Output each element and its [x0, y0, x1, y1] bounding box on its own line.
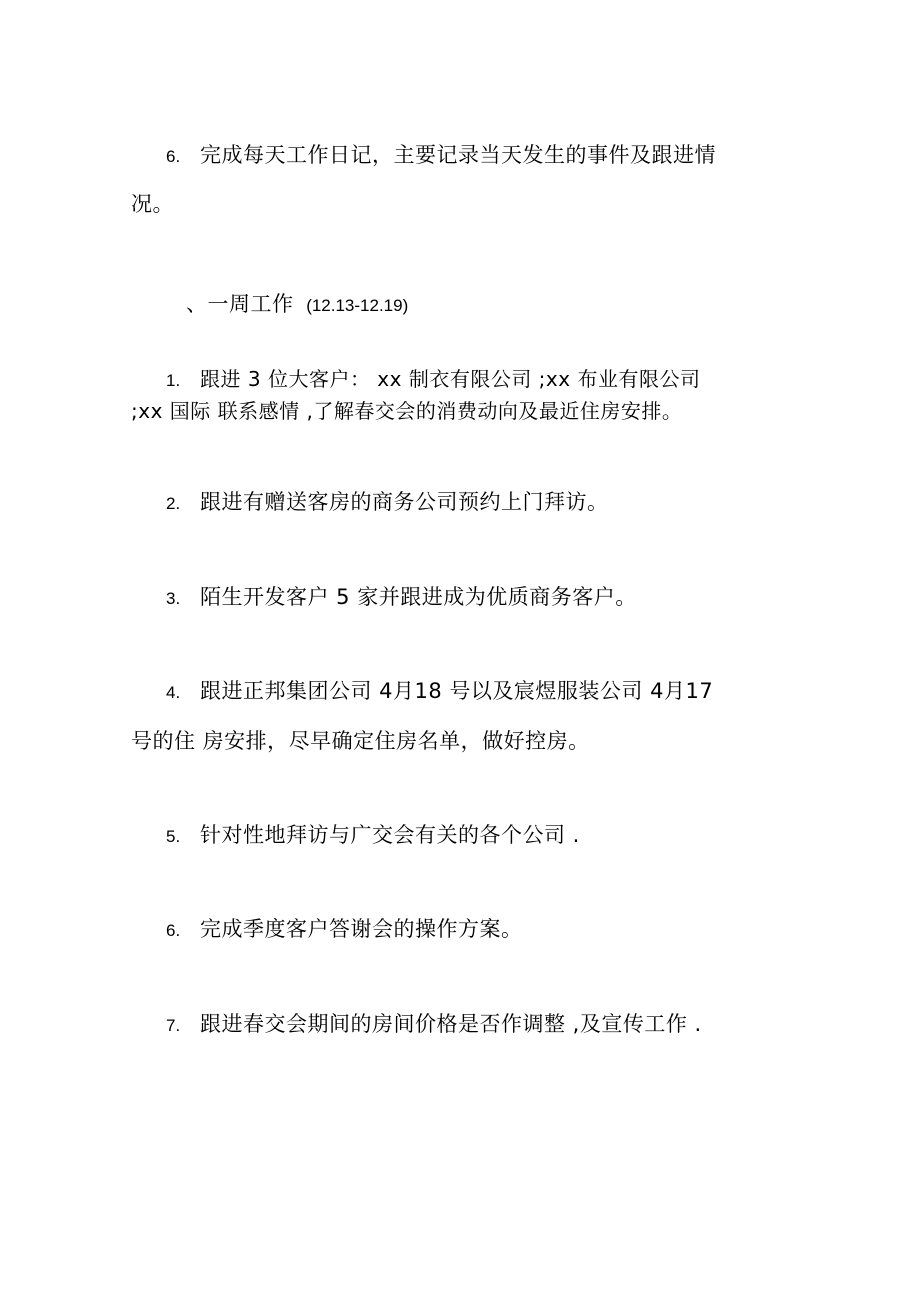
list-item: [166, 367, 700, 393]
item-text: 完成每天工作日记，主要记录当天发生的事件及跟进情: [200, 143, 716, 167]
item-number: 3.: [166, 589, 181, 608]
section-heading-dates: (12.13-12.19): [306, 296, 409, 315]
section-heading: [186, 292, 408, 318]
item-text: 跟进春交会期间的房间价格是否作调整 ,及宣传工作 .: [200, 1012, 702, 1036]
item-number: 1.: [166, 371, 181, 390]
list-item: [166, 585, 637, 611]
item-text: 针对性地拜访与广交会有关的各个公司 .: [200, 823, 580, 847]
list-item: [166, 490, 609, 516]
item-number: 6.: [166, 921, 181, 940]
item-text: 跟进 3 位大客户： xx 制衣有限公司 ;xx 布业有限公司: [200, 367, 701, 391]
item-text: 跟进有赠送客房的商务公司预约上门拜访。: [200, 490, 609, 514]
list-item: [166, 679, 713, 705]
item-text: 陌生开发客户 5 家并跟进成为优质商务客户。: [200, 585, 637, 609]
item-number: 4.: [166, 683, 181, 702]
item-number: 5.: [166, 827, 181, 846]
list-item: [166, 917, 523, 943]
list-item: [166, 143, 716, 169]
item-number: 7.: [166, 1016, 181, 1035]
item-text: 完成季度客户答谢会的操作方案。: [200, 917, 523, 941]
item-number: 6.: [166, 147, 181, 166]
item-number: 2.: [166, 494, 181, 513]
section-heading-title: 、一周工作: [186, 292, 294, 316]
item-text-continued: ;xx 国际 联系感情 ,了解春交会的消费动向及最近住房安排。: [131, 399, 683, 423]
list-item: [166, 823, 580, 849]
item-text-continued: 况。: [131, 192, 174, 216]
item-text-continued: 号的住 房安排，尽早确定住房名单，做好控房。: [131, 729, 590, 753]
list-item: [166, 1012, 702, 1038]
item-text: 跟进正邦集团公司 4月18 号以及宸煜服装公司 4月17: [200, 679, 714, 703]
